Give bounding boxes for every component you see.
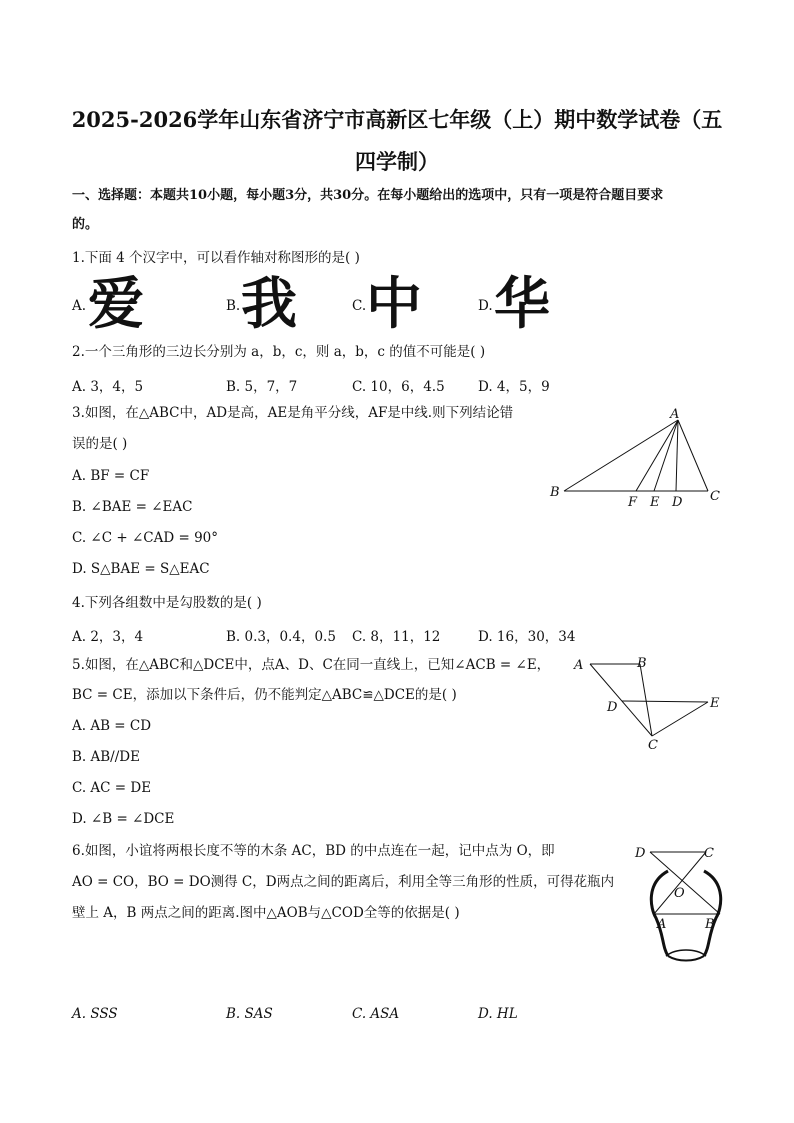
q6-vase-base-inner	[666, 950, 706, 956]
q5-option-c: C. AC = DE	[72, 780, 152, 796]
q5-stem-line1: 5.如图，在△ABC和△DCE中，点A、D、C在同一直线上，已知∠ACB = ∠E，	[72, 657, 551, 673]
q5-option-d: D. ∠B = ∠DCE	[72, 811, 175, 827]
q5-option-a: A. AB = CD	[72, 718, 152, 734]
q6-segment-db	[650, 852, 720, 914]
q3-label-f: F	[628, 495, 638, 510]
q6-stem-line1: 6.如图，小谊将两根长度不等的木条 AC，BD 的中点连在一起，记中点为 O，即	[72, 843, 555, 859]
q5-label-b: B	[637, 656, 647, 671]
q3-median-af	[636, 420, 678, 491]
q6-option-b: B. SAS	[226, 1006, 273, 1022]
q2-option-d: D. 4，5，9	[478, 379, 550, 395]
q1-option-a-label: A.	[72, 298, 87, 314]
q5-segment-bc	[640, 664, 652, 736]
q5-segment-ac	[590, 664, 652, 736]
section-header-line1: 一、选择题：本题共10小题，每小题3分，共30分。在每小题给出的选项中，只有一项是符合题目要求	[72, 188, 664, 203]
q5-triangles-figure	[568, 652, 728, 757]
q3-triangle-figure	[540, 402, 730, 512]
q6-label-c: C	[704, 846, 714, 861]
q4-option-b: B. 0.3，0.4，0.5	[226, 629, 336, 645]
q3-option-a: A. BF = CF	[72, 468, 150, 484]
q3-stem-line1: 3.如图，在△ABC中，AD是高，AE是角平分线，AF是中线.则下列结论错	[72, 405, 514, 421]
q3-bisector-ae	[654, 420, 678, 491]
q2-stem: 2.一个三角形的三边长分别为 a，b，c，则 a，b，c 的值不可能是( )	[72, 344, 486, 360]
q3-side-ab	[564, 420, 678, 491]
q3-option-d: D. S△BAE = S△EAC	[72, 561, 210, 577]
q3-label-a: A	[670, 407, 680, 422]
q1-option-c-char: 中	[366, 272, 422, 337]
q4-stem: 4.下列各组数中是勾股数的是( )	[72, 595, 262, 611]
q3-label-c: C	[710, 489, 720, 504]
q6-segment-ca	[654, 852, 706, 914]
q1-option-b-label: B.	[226, 298, 241, 314]
q5-label-c: C	[648, 738, 658, 753]
q6-vase-bottom	[668, 956, 704, 961]
q3-altitude-ad	[676, 420, 678, 491]
q3-label-b: B	[550, 485, 560, 500]
q3-stem-line2: 误的是( )	[72, 436, 128, 452]
q6-option-a: A. SSS	[72, 1006, 118, 1022]
q3-option-c: C. ∠C + ∠CAD = 90°	[72, 530, 219, 546]
q4-option-c: C. 8，11，12	[352, 629, 441, 645]
q4-option-d: D. 16，30，34	[478, 629, 576, 645]
q4-option-a: A. 2，3，4	[72, 629, 144, 645]
q5-stem-line2: BC = CE，添加以下条件后，仍不能判定△ABC≌△DCE的是( )	[72, 687, 457, 703]
q1-option-d-label: D.	[478, 298, 493, 314]
q1-option-a-char: 爱	[88, 272, 144, 337]
q6-option-d: D. HL	[478, 1006, 518, 1022]
q6-label-d: D	[635, 846, 646, 861]
q1-option-b-char: 我	[241, 272, 297, 337]
q5-segment-de	[622, 701, 708, 702]
q1-option-d-char: 华	[494, 272, 550, 337]
page-title-line2: 四学制）	[355, 149, 439, 174]
q1-stem: 1.下面 4 个汉字中，可以看作轴对称图形的是( )	[72, 250, 360, 266]
q6-vase-figure	[628, 838, 728, 968]
page-title-line1: 2025-2026学年山东省济宁市高新区七年级（上）期中数学试卷（五	[71, 107, 723, 132]
q6-option-c: C. ASA	[352, 1006, 400, 1022]
q5-label-a: A	[574, 658, 584, 673]
q3-label-d: D	[672, 495, 683, 510]
q5-option-b: B. AB//DE	[72, 749, 140, 765]
q5-label-e: E	[710, 696, 720, 711]
q2-option-b: B. 5，7，7	[226, 379, 298, 395]
q5-label-d: D	[607, 700, 618, 715]
section-header-line2: 的。	[72, 217, 99, 232]
q6-label-o: O	[674, 886, 685, 901]
q6-label-a: A	[657, 917, 667, 932]
q3-option-b: B. ∠BAE = ∠EAC	[72, 499, 193, 515]
q6-stem-line2: AO = CO，BO = DO测得 C，D两点之间的距离后，利用全等三角形的性质，可得花瓶内	[72, 874, 615, 890]
q2-option-a: A. 3，4，5	[72, 379, 144, 395]
q2-option-c: C. 10，6，4.5	[352, 379, 445, 395]
q3-label-e: E	[650, 495, 660, 510]
q5-segment-ce	[652, 702, 708, 736]
q6-stem-line3: 壁上 A，B 两点之间的距离.图中△AOB与△COD全等的依据是( )	[72, 905, 460, 921]
q1-option-c-label: C.	[352, 298, 367, 314]
q3-side-ac	[678, 420, 708, 491]
q6-label-b: B	[705, 917, 715, 932]
